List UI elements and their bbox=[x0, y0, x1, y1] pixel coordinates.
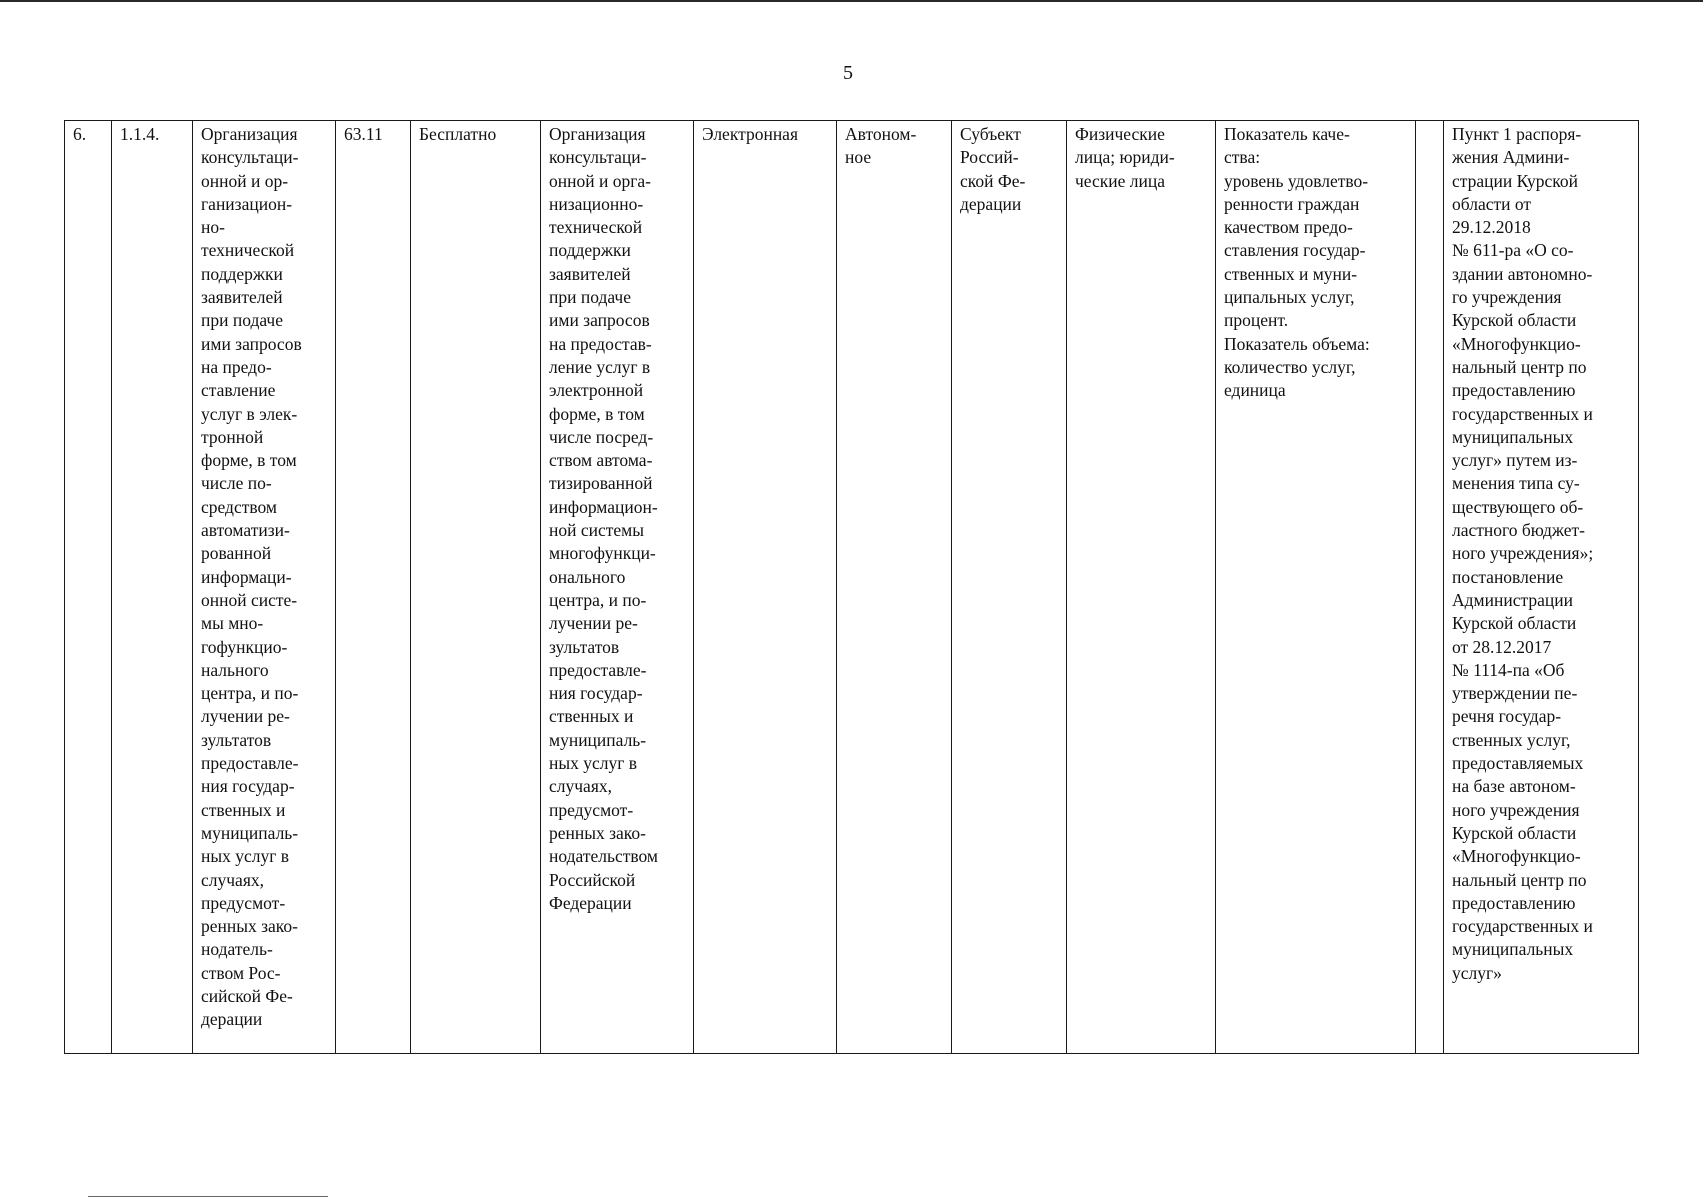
cell-legal-basis: Пункт 1 распоря- жения Админи- страции Курской области от 29.12.2018 № 611-ра «О со- здании автономно- го учреждения Курской области «Многофункцио- нальный центр по предоставлению государственных и муниципальных услуг» путем из- менения типа су- ществующего об- ластного бюджет- ного учреждения»; постановление Администрации Курской области от 28.12.2017 № 1114-па «Об утверждении пе- речня государ- ственных услуг, предоставляемых на базе автоном- ного учреждения Курской области «Многофункцио- нальный центр по предоставлению государственных и муниципальных услуг» bbox=[1444, 121, 1639, 1054]
cell-founder: Субъект Россий- ской Фе- дерации bbox=[952, 121, 1067, 1054]
cell-form: Электронная bbox=[694, 121, 837, 1054]
cell-empty bbox=[1416, 121, 1444, 1054]
bottom-scan-line bbox=[88, 1196, 328, 1197]
top-border-line bbox=[0, 0, 1703, 2]
cell-consumers: Физические лица; юриди- ческие лица bbox=[1067, 121, 1216, 1054]
page-number: 5 bbox=[843, 62, 853, 84]
services-table bbox=[64, 120, 1639, 1054]
table-row bbox=[65, 121, 1639, 1054]
cell-indicators: Показатель каче- ства: уровень удовлетво- ренности граждан качеством предо- ставления государ- ственных и муни- ципальных услуг, процент. Показатель объема: количество услуг, единица bbox=[1216, 121, 1416, 1054]
cell-code: 1.1.4. bbox=[112, 121, 193, 1054]
cell-institution-type: Автоном- ное bbox=[837, 121, 952, 1054]
cell-content: Организация консультаци- онной и орга- низационно- технической поддержки заявителей при подаче ими запросов на предостав- ление услуг в электронной форме, в том числе посред- ством автома- тизированной информацион- ной системы многофункци- онального центра, и по- лучении ре- зультатов предоставле- ния государ- ственных и муниципаль- ных услуг в случаях, предусмот- ренных зако- нодательством Российской Федерации bbox=[541, 121, 694, 1054]
cell-row-number: 6. bbox=[65, 121, 112, 1054]
cell-service-name: Организация консультаци- онной и ор- ганизацион- но- технической поддержки заявителей при подаче ими запросов на предо- ставление услуг в элек- тронной форме, в том числе по- средством автоматизи- рованной информаци- онной систе- мы мно- гофункцио- нального центра, и по- лучении ре- зультатов предоставле- ния государ- ственных и муниципаль- ных услуг в случаях, предусмот- ренных зако- нодатель- ством Рос- сийской Фе- дерации bbox=[193, 121, 336, 1054]
cell-payment: Бесплатно bbox=[411, 121, 541, 1054]
cell-okved: 63.11 bbox=[336, 121, 411, 1054]
